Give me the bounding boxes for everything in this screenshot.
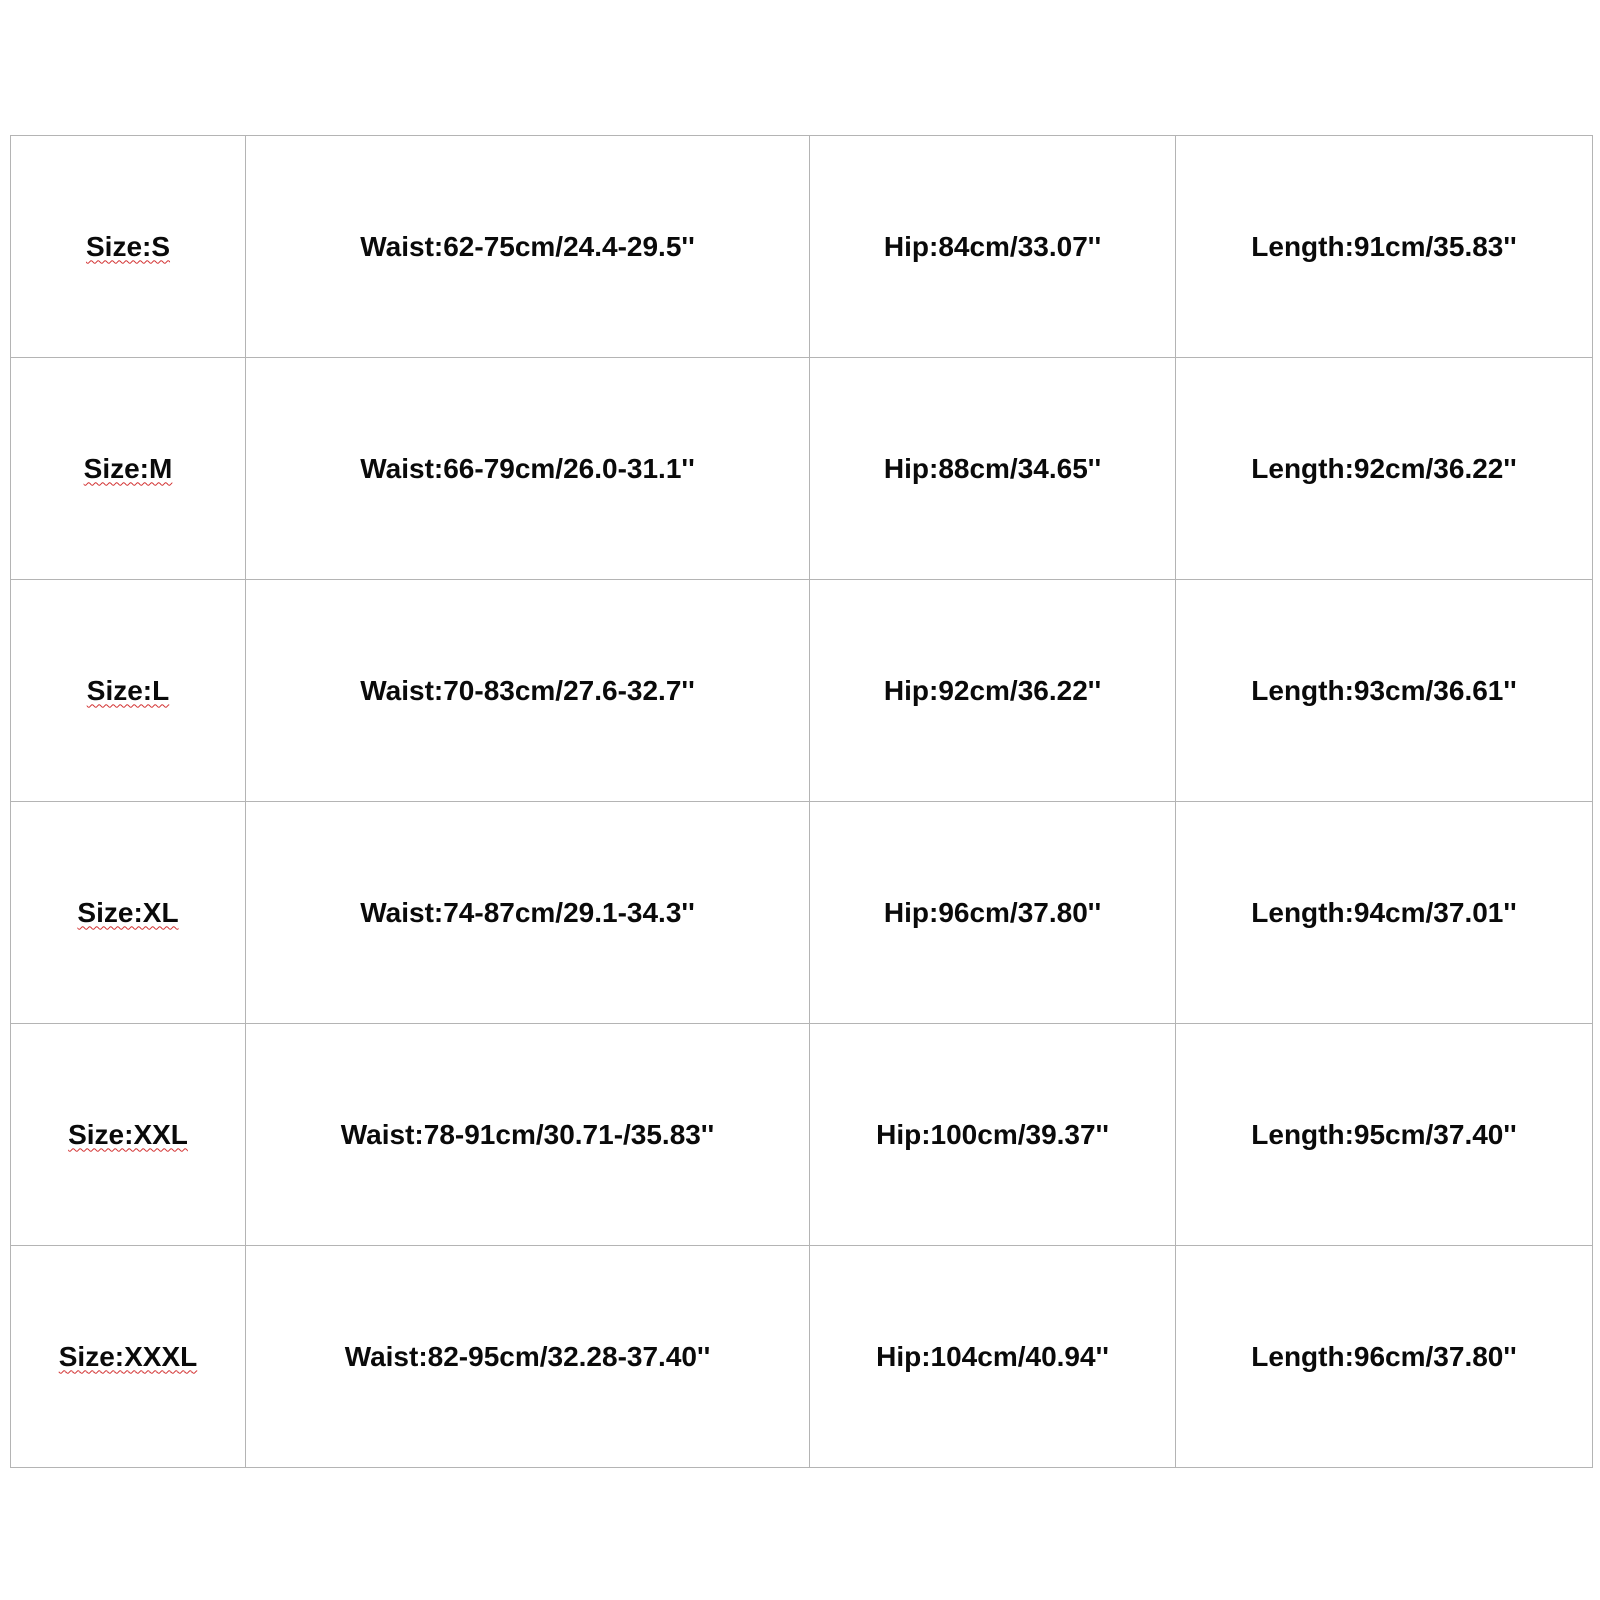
table-row bbox=[11, 1246, 1593, 1468]
waist-cell: Waist:74-87cm/29.1-34.3'' bbox=[246, 802, 810, 1024]
table-row bbox=[11, 802, 1593, 1024]
waist-cell: Waist:70-83cm/27.6-32.7'' bbox=[246, 580, 810, 802]
hip-cell: Hip:84cm/33.07'' bbox=[810, 136, 1176, 358]
size-cell bbox=[11, 136, 246, 358]
hip-cell: Hip:104cm/40.94'' bbox=[810, 1246, 1176, 1468]
size-label: Size:XL bbox=[77, 896, 179, 928]
size-label: Size:M bbox=[83, 452, 173, 484]
size-chart-table bbox=[10, 135, 1593, 1468]
length-cell: Length:93cm/36.61'' bbox=[1176, 580, 1593, 802]
length-cell: Length:95cm/37.40'' bbox=[1176, 1024, 1593, 1246]
hip-cell: Hip:100cm/39.37'' bbox=[810, 1024, 1176, 1246]
size-label: Size:L bbox=[86, 674, 170, 706]
waist-cell: Waist:78-91cm/30.71-/35.83'' bbox=[246, 1024, 810, 1246]
table-row bbox=[11, 1024, 1593, 1246]
hip-cell: Hip:96cm/37.80'' bbox=[810, 802, 1176, 1024]
size-label: Size:S bbox=[85, 230, 171, 262]
table-row bbox=[11, 358, 1593, 580]
hip-cell: Hip:88cm/34.65'' bbox=[810, 358, 1176, 580]
hip-cell: Hip:92cm/36.22'' bbox=[810, 580, 1176, 802]
waist-cell: Waist:62-75cm/24.4-29.5'' bbox=[246, 136, 810, 358]
table-row bbox=[11, 136, 1593, 358]
length-cell: Length:92cm/36.22'' bbox=[1176, 358, 1593, 580]
size-cell bbox=[11, 802, 246, 1024]
waist-cell: Waist:66-79cm/26.0-31.1'' bbox=[246, 358, 810, 580]
size-cell bbox=[11, 1246, 246, 1468]
size-cell bbox=[11, 1024, 246, 1246]
length-cell: Length:94cm/37.01'' bbox=[1176, 802, 1593, 1024]
length-cell: Length:96cm/37.80'' bbox=[1176, 1246, 1593, 1468]
length-cell: Length:91cm/35.83'' bbox=[1176, 136, 1593, 358]
size-label: Size:XXL bbox=[68, 1118, 188, 1150]
size-cell bbox=[11, 580, 246, 802]
waist-cell: Waist:82-95cm/32.28-37.40'' bbox=[246, 1246, 810, 1468]
size-label: Size:XXXL bbox=[58, 1340, 198, 1372]
table-row bbox=[11, 580, 1593, 802]
size-cell bbox=[11, 358, 246, 580]
